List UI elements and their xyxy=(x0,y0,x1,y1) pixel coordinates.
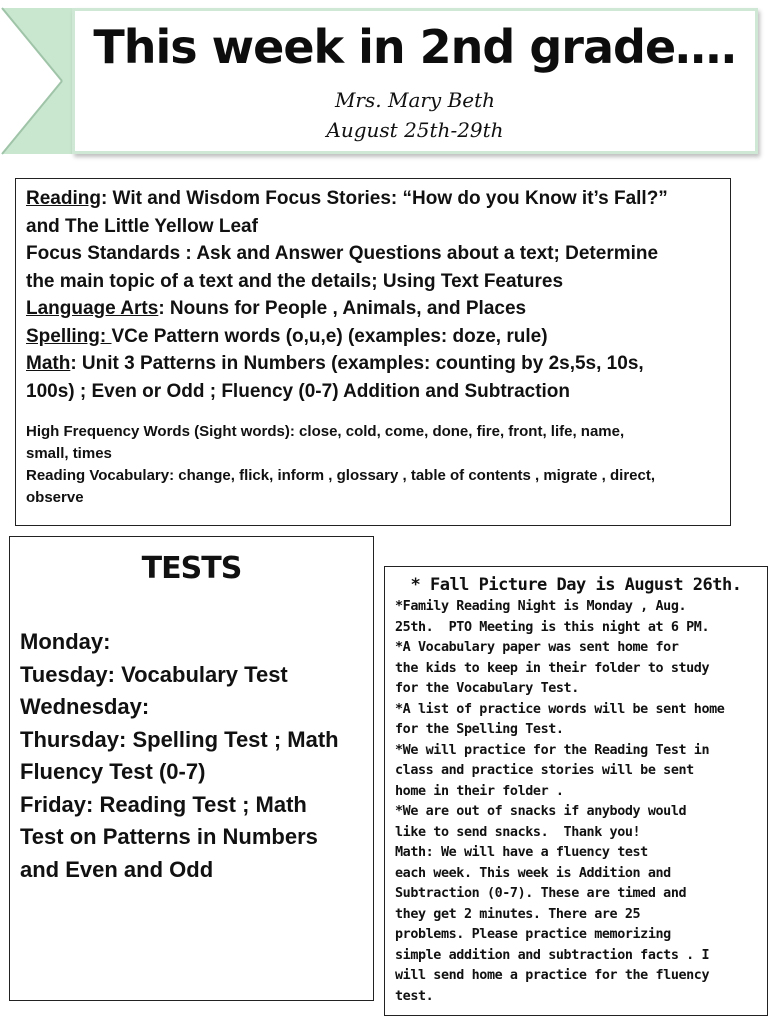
test-line: Monday: xyxy=(20,629,111,654)
note-line: simple addition and subtraction facts . I xyxy=(395,947,710,963)
notes-box xyxy=(384,566,768,1016)
test-line: Wednesday: xyxy=(20,694,150,719)
picture-day-heading: * Fall Picture Day is August 26th. xyxy=(410,575,742,595)
note-line: home in their folder . xyxy=(395,783,564,799)
page-title: This week in 2nd grade…. xyxy=(93,20,737,74)
note-line: *We will practice for the Reading Test in xyxy=(395,742,710,758)
note-line: *A Vocabulary paper was sent home for xyxy=(395,640,679,655)
vocab-line-2: observe xyxy=(26,489,84,506)
test-line: Friday: Reading Test ; Math xyxy=(20,791,307,817)
curriculum-box xyxy=(15,178,731,526)
note-line: they get 2 minutes. There are 25 xyxy=(395,906,641,922)
note-line: *We are out of snacks if anybody would xyxy=(395,804,687,819)
math-text: : Unit 3 Patterns in Numbers (examples: counting by 2s,5s, 10s, xyxy=(70,353,644,374)
focus-standards-1: Focus Standards : Ask and Answer Questions about a text; Determine xyxy=(26,243,659,264)
note-line: each week. This week is Addition and xyxy=(395,865,671,881)
spelling-label: Spelling: xyxy=(26,325,112,347)
language-arts-label: Language Arts xyxy=(26,298,159,319)
focus-standards-2: the main topic of a text and the details; Using Text Features xyxy=(26,270,564,292)
tests-box xyxy=(9,536,374,1001)
hfw-line-2: small, times xyxy=(26,445,112,462)
note-line: *A list of practice words will be sent home xyxy=(395,701,725,717)
note-line: 25th. PTO Meeting is this night at 6 PM. xyxy=(395,619,710,635)
reading-text: : Wit and Wisdom Focus Stories: “How do you Know it’s Fall?” xyxy=(100,188,668,209)
math-line-2: 100s) ; Even or Odd ; Fluency (0-7) Addition and Subtraction xyxy=(26,380,571,402)
reading-line xyxy=(26,185,720,213)
math-line xyxy=(26,350,720,378)
math-label: Math xyxy=(26,353,71,374)
note-line: the kids to keep in their folder to study xyxy=(395,660,710,676)
note-line: test. xyxy=(395,988,434,1004)
note-line: *Family Reading Night is Monday , Aug. xyxy=(395,599,687,614)
note-line: will send home a practice for the fluency xyxy=(395,968,710,983)
note-line: problems. Please practice memorizing xyxy=(395,927,671,942)
note-line: class and practice stories will be sent xyxy=(395,763,694,778)
spelling-line xyxy=(26,323,720,351)
spacer xyxy=(26,405,720,421)
test-line: Tuesday: Vocabulary Test xyxy=(20,661,288,687)
vocab-line-1: Reading Vocabulary: change, flick, inform , glossary , table of contents , migrate , direct, xyxy=(26,467,656,484)
note-line: for the Vocabulary Test. xyxy=(395,681,579,696)
test-line: Test on Patterns in Numbers xyxy=(20,824,318,849)
spelling-text: VCe Pattern words (o,u,e) (examples: doze, rule) xyxy=(111,325,548,347)
note-line: Subtraction (0-7). These are timed and xyxy=(395,886,687,901)
reading-label: Reading xyxy=(26,188,101,209)
language-arts-text: : Nouns for People , Animals, and Places xyxy=(158,298,527,319)
reading-line-2: and The Little Yellow Leaf xyxy=(26,215,258,237)
teacher-name: Mrs. Mary Beth xyxy=(334,88,496,112)
note-line: Math: We will have a fluency test xyxy=(395,845,648,860)
language-arts-line xyxy=(26,295,720,323)
test-line: and Even and Odd xyxy=(20,856,214,882)
test-line: Fluency Test (0-7) xyxy=(20,759,206,784)
note-line: like to send snacks. Thank you! xyxy=(395,824,641,840)
hfw-line-1: High Frequency Words (Sight words): close, cold, come, done, fire, front, life, name, xyxy=(26,423,625,440)
note-line: for the Spelling Test. xyxy=(395,722,564,737)
tests-title: TESTS xyxy=(141,551,242,586)
test-line: Thursday: Spelling Test ; Math xyxy=(20,726,339,752)
week-dates: August 25th-29th xyxy=(326,118,504,142)
header-banner xyxy=(0,0,768,160)
